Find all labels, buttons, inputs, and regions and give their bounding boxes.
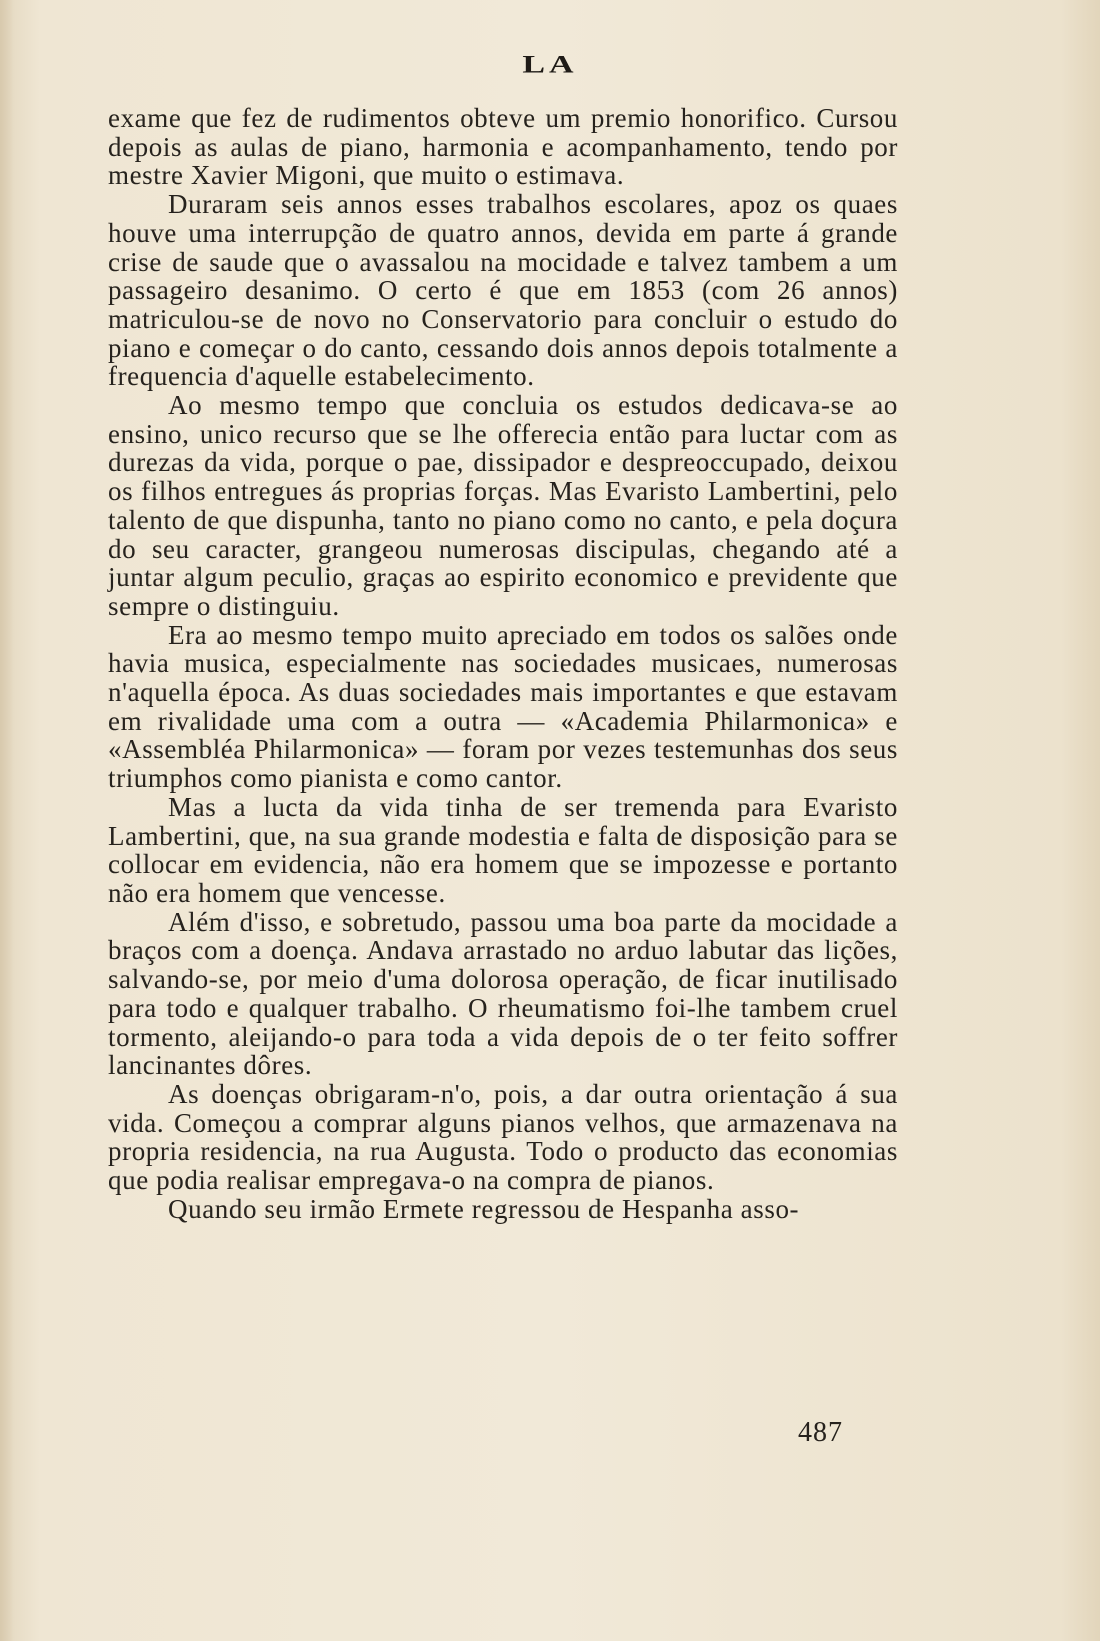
paragraph-7: As doenças obrigaram-n'o, pois, a dar outra orientação á sua vida. Começou a comprar alguns pianos velhos, que armazenava na propria residencia, na rua Augusta. Todo o producto das economias que podia realisar empregava-o na compra de pianos. (108, 1078, 898, 1196)
page-number: 487 (798, 1417, 843, 1448)
paragraph-6: Além d'isso, e sobretudo, passou uma boa parte da mocidade a braços com a doença. Andava arrastado no arduo labutar das lições, salvando-se, por meio d'uma dolorosa operação, de ficar inutilisado para todo e qualquer trabalho. O rheumatismo foi-lhe tambem cruel tormento, aleijando-o para toda a vida depois de o ter feito soffrer lancinantes dôres. (108, 906, 898, 1081)
body-text (108, 104, 898, 1223)
paragraph-3: Ao mesmo tempo que concluia os estudos dedicava-se ao ensino, unico recurso que se lhe offerecia então para luctar com as durezas da vida, porque o pae, dissipador e despreoccupado, deixou os filhos entregues ás proprias forças. Mas Evaristo Lambertini, pelo talento de que dispunha, tanto no piano como no canto, e pela doçura do seu caracter, grangeou numerosas discipulas, chegando até a juntar algum peculio, graças ao espirito economico e previdente que sempre o distinguiu. (108, 390, 898, 621)
paragraph-1: exame que fez de rudimentos obteve um premio honorifico. Cursou depois as aulas de piano, harmonia e acompanhamento, tendo por mestre Xavier Migoni, que muito o estimava. (108, 103, 898, 191)
paragraph-4: Era ao mesmo tempo muito apreciado em todos os salões onde havia musica, especialmente nas sociedades musicaes, numerosas n'aquella época. As duas sociedades mais importantes e que estavam em rivalidade uma com a outra — «Academia Philarmonica» e «Assembléa Philarmonica» — foram por vezes testemunhas dos seus triumphos como pianista e como cantor. (108, 619, 898, 794)
paragraph-8: Quando seu irmão Ermete regressou de Hespanha asso- (168, 1193, 800, 1224)
paragraph-2: Duraram seis annos esses trabalhos escolares, apoz os quaes houve uma interrupção de quatro annos, devida em parte á grande crise de saude que o avassalou na mocidade e talvez tambem a um passageiro desanimo. O certo é que em 1853 (com 26 annos) matriculou-se de novo no Conservatorio para concluir o estudo do piano e começar o do canto, cessando dois annos depois totalmente a frequencia d'aquelle estabelecimento. (108, 189, 898, 392)
paragraph-5: Mas a lucta da vida tinha de ser tremenda para Evaristo Lambertini, que, na sua grande modestia e falta de disposição para se collocar em evidencia, não era homem que se impozesse e portanto não era homem que vencesse. (108, 791, 898, 908)
running-head: LA (522, 50, 578, 79)
page-edge-shadow (0, 0, 14, 1641)
